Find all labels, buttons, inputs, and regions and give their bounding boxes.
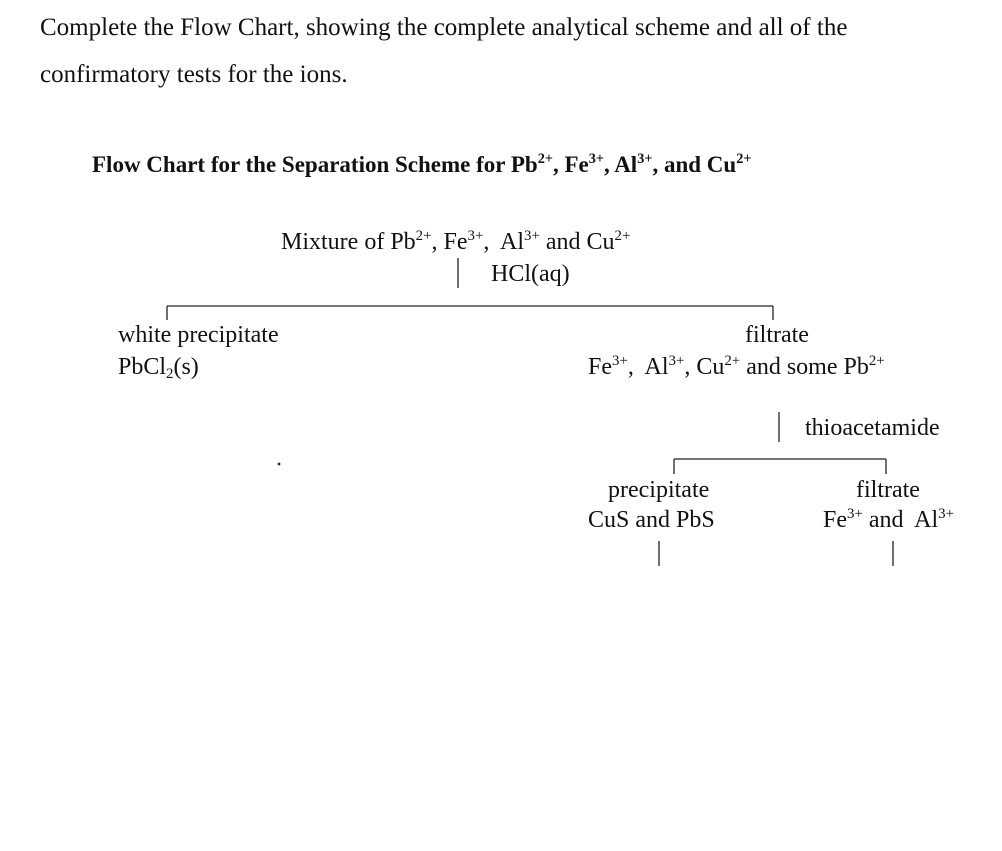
precipitate-2-label: precipitate	[608, 477, 710, 503]
ion-symbol: Fe	[564, 152, 589, 177]
ion-charge: 2+	[614, 228, 631, 245]
pbcl-state: (s)	[173, 354, 199, 380]
ion-separator: ,	[603, 152, 615, 177]
ion-charge: 3+	[467, 228, 484, 245]
ion-charge: 3+	[588, 151, 604, 168]
ion-charge: 2+	[415, 228, 432, 245]
ion-symbol: Pb	[843, 354, 869, 380]
ion-symbol: Pb	[510, 152, 538, 177]
ion-symbol: Al	[500, 229, 525, 255]
ion-symbol: Cu	[696, 354, 725, 380]
instructions-line-1: Complete the Flow Chart, showing the complete analytical scheme and all of the	[40, 14, 848, 41]
ion-symbol: Al	[644, 354, 669, 380]
ion-charge: 3+	[612, 353, 628, 370]
ion-separator: ,	[552, 152, 565, 177]
ion-charge: 2+	[868, 353, 885, 370]
ion-separator: ,	[684, 354, 697, 380]
ion-symbol: Pb	[390, 229, 416, 255]
ion-charge: 3+	[847, 506, 863, 523]
filtrate-1-label: filtrate	[745, 322, 809, 348]
ion-separator: ,	[431, 229, 444, 255]
ion-charge: 3+	[938, 506, 954, 523]
ion-symbol: Fe	[823, 507, 847, 533]
title-prefix: Flow Chart for the Separation Scheme for	[92, 152, 511, 177]
reagent-thioacetamide: thioacetamide	[805, 415, 940, 441]
ion-charge: 2+	[724, 353, 741, 370]
ion-separator: , and	[652, 152, 707, 177]
ion-charge: 3+	[524, 228, 540, 245]
ion-symbol: Cu	[706, 152, 737, 177]
precipitate-2-formula: CuS and PbS	[588, 507, 715, 533]
ion-symbol: Fe	[443, 229, 468, 255]
ion-separator: ,	[627, 354, 645, 380]
ion-separator: and	[862, 507, 915, 533]
filtrate-2-label: filtrate	[856, 477, 920, 503]
ion-separator: ,	[483, 229, 501, 255]
pbcl-base: PbCl	[118, 354, 167, 380]
ion-charge: 3+	[637, 151, 653, 168]
pbcl-subscript: 2	[166, 366, 174, 383]
ion-symbol: Al	[914, 507, 939, 533]
ion-symbol: Al	[614, 152, 638, 177]
reagent-hcl: HCl(aq)	[491, 261, 570, 287]
stray-dot	[278, 463, 281, 466]
ion-charge: 2+	[537, 151, 553, 168]
ion-symbol: Cu	[586, 229, 615, 255]
ion-charge: 3+	[668, 353, 685, 370]
mixture-prefix: Mixture of	[281, 229, 391, 255]
white-precipitate-label: white precipitate	[118, 322, 279, 348]
ion-charge: 2+	[736, 151, 752, 168]
instructions-line-2: confirmatory tests for the ions.	[40, 61, 348, 88]
ion-symbol: Fe	[588, 354, 612, 380]
ion-separator: and	[539, 229, 587, 255]
ion-separator: and some	[740, 354, 844, 380]
